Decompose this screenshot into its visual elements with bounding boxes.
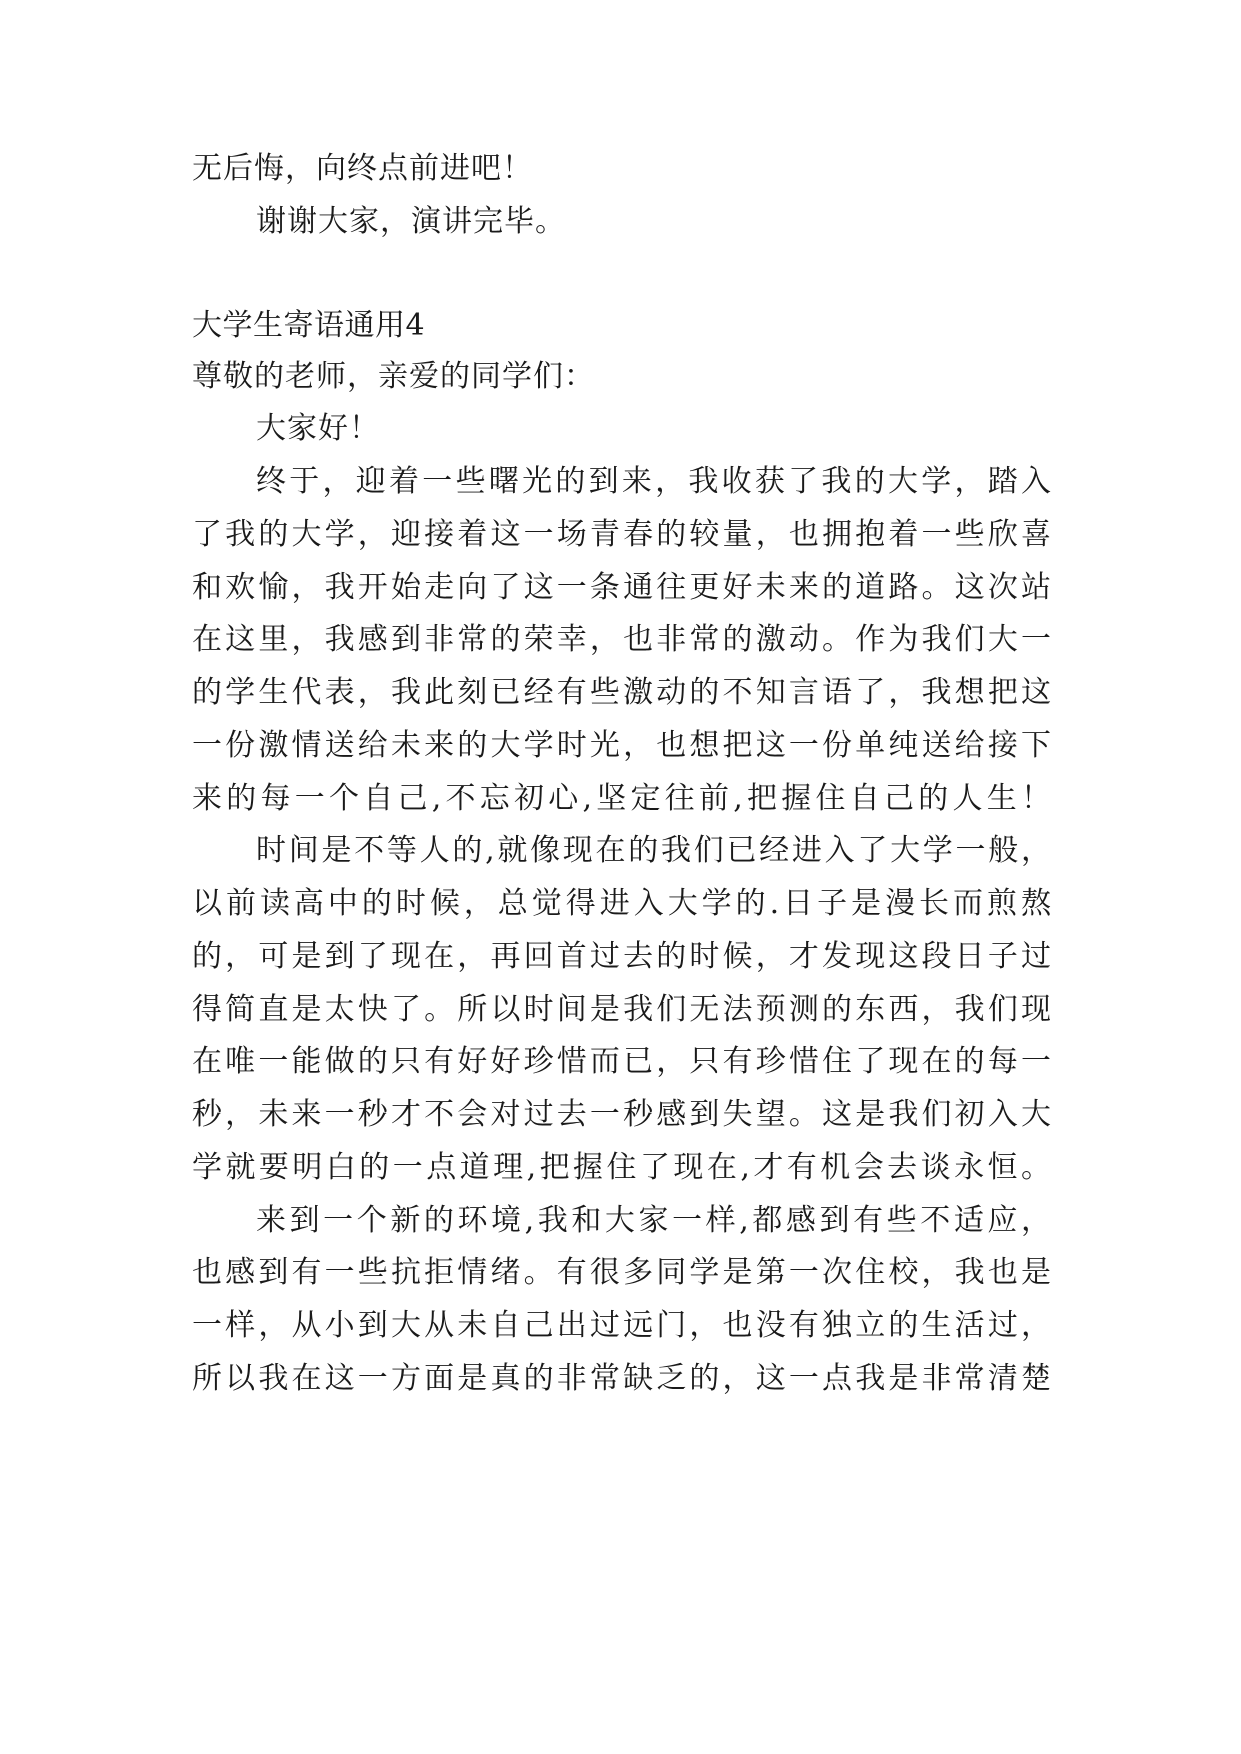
- paragraph-3-line-2: 也感到有一些抗拒情绪。有很多同学是第一次住校，我也是: [192, 1255, 1052, 1290]
- paragraph-1-line-7: 来的每一个自己,不忘初心,坚定往前,把握住自己的人生！: [192, 781, 1052, 816]
- paragraph-2-line-2: 以前读高中的时候，总觉得进入大学的.日子是漫长而煎熬: [192, 886, 1052, 921]
- paragraph-2-line-3: 的，可是到了现在，再回首过去的时候，才发现这段日子过: [192, 939, 1052, 974]
- previous-text-tail: 无后悔，向终点前进吧！: [192, 151, 533, 186]
- salutation: 尊敬的老师，亲爱的同学们：: [192, 359, 595, 394]
- section-title: 大学生寄语通用4: [192, 308, 426, 343]
- paragraph-1-line-4: 在这里，我感到非常的荣幸，也非常的激动。作为我们大一: [192, 622, 1052, 657]
- greeting: 大家好！: [256, 411, 380, 446]
- paragraph-1-line-2: 了我的大学，迎接着这一场青春的较量，也拥抱着一些欣喜: [192, 517, 1052, 552]
- paragraph-3-line-4: 所以我在这一方面是真的非常缺乏的，这一点我是非常清楚: [192, 1361, 1052, 1396]
- paragraph-1-line-3: 和欢愉，我开始走向了这一条通往更好未来的道路。这次站: [192, 570, 1052, 605]
- paragraph-3-line-3: 一样，从小到大从未自己出过远门，也没有独立的生活过，: [192, 1308, 1052, 1343]
- paragraph-2-line-6: 秒，未来一秒才不会对过去一秒感到失望。这是我们初入大: [192, 1097, 1052, 1132]
- paragraph-1-line-5: 的学生代表，我此刻已经有些激动的不知言语了，我想把这: [192, 675, 1052, 710]
- paragraph-2-line-1: 时间是不等人的,就像现在的我们已经进入了大学一般，: [256, 833, 1052, 868]
- paragraph-2-line-7: 学就要明白的一点道理,把握住了现在,才有机会去谈永恒。: [192, 1150, 1052, 1185]
- paragraph-2-line-4: 得简直是太快了。所以时间是我们无法预测的东西，我们现: [192, 992, 1052, 1027]
- paragraph-2-line-5: 在唯一能做的只有好好珍惜而已，只有珍惜住了现在的每一: [192, 1044, 1052, 1079]
- paragraph-3-line-1: 来到一个新的环境,我和大家一样,都感到有些不适应，: [256, 1203, 1052, 1238]
- previous-text-closing: 谢谢大家，演讲完毕。: [256, 204, 566, 239]
- paragraph-1-line-6: 一份激情送给未来的大学时光，也想把这一份单纯送给接下: [192, 728, 1052, 763]
- paragraph-1-line-1: 终于，迎着一些曙光的到来，我收获了我的大学，踏入: [256, 464, 1052, 499]
